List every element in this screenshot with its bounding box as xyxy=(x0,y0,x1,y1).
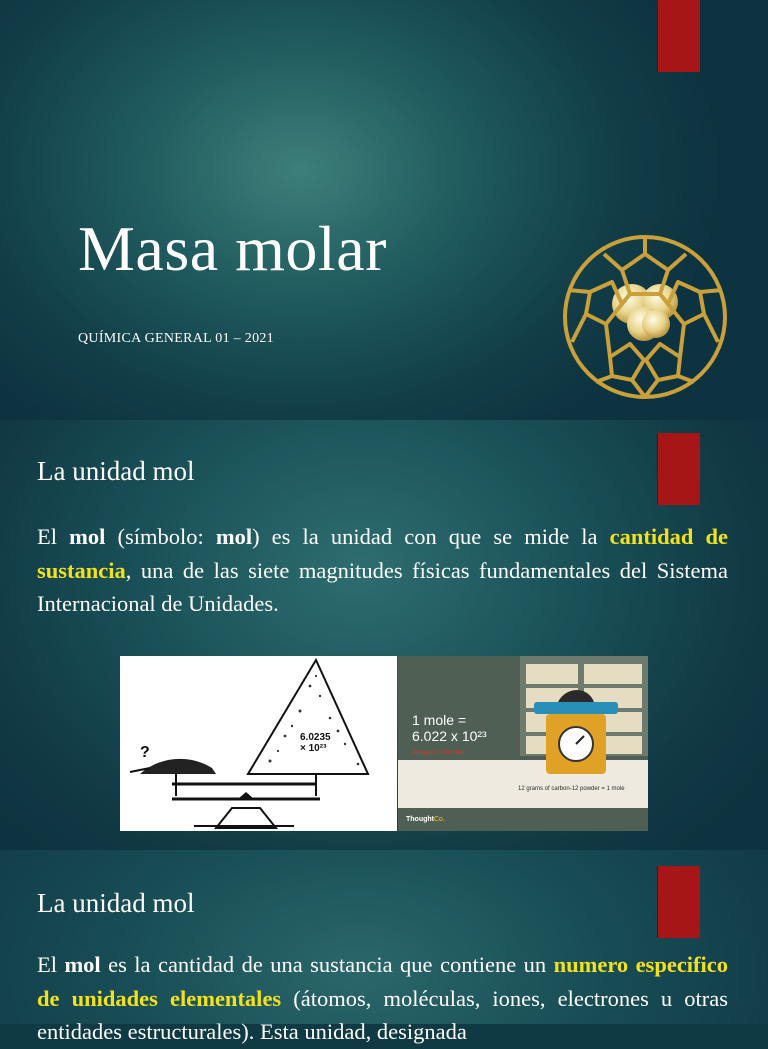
term-bold: mol xyxy=(64,952,101,977)
pile-number-value: 6.0235 xyxy=(300,732,331,743)
accent-bar xyxy=(657,866,700,938)
term-bold: mol xyxy=(215,524,253,549)
accent-bar xyxy=(657,0,700,72)
highlighted-term: cantidad de sustancia xyxy=(37,524,729,583)
text-fragment: (símbolo: xyxy=(117,524,204,549)
mole-equation-value: 6.022 x 10²³ xyxy=(412,728,487,744)
text-fragment: ) es la unidad con que se mide la xyxy=(252,524,598,549)
slide-title: Masa molar xyxy=(78,213,387,284)
avogadro-label: Avogadro's Number xyxy=(412,750,465,756)
figure-caption: 12 grams of carbon-12 powder = 1 mole xyxy=(518,786,625,792)
highlighted-term: numero especifico de unidades elementales xyxy=(37,952,729,1011)
slide-heading: La unidad mol xyxy=(37,456,195,486)
mole-equation xyxy=(412,712,487,744)
text-fragment: (átomos, moléculas, iones, electrones u otras entidades estructurales). Esta unidad, designada xyxy=(37,985,728,1044)
mole-equation-line: 1 mole = xyxy=(412,712,467,728)
avogadro-balance-illustration xyxy=(120,656,397,831)
title-slide xyxy=(0,0,768,420)
definition-paragraph xyxy=(37,948,728,1049)
accent-bar xyxy=(657,433,700,505)
pile-number-label xyxy=(300,732,331,754)
term-bold: mol xyxy=(69,524,106,549)
fullerene-molecule-image xyxy=(560,232,730,402)
definition-paragraph xyxy=(37,520,728,621)
content-slide-1 xyxy=(0,420,768,850)
text-fragment: El xyxy=(37,524,57,549)
text-fragment: es la cantidad de una sustancia que contiene un xyxy=(108,952,547,977)
pile-number-exponent: × 10²³ xyxy=(300,743,327,754)
slide-subtitle: QUÍMICA GENERAL 01 – 2021 xyxy=(78,331,274,346)
text-fragment: El xyxy=(37,952,57,977)
one-mole-infographic xyxy=(398,656,648,831)
text-fragment: , una de las siete magnitudes físicas fundamentales del Sistema Internacional de Unidades. xyxy=(37,557,728,616)
brand-name: Thought xyxy=(406,816,434,823)
content-slide-2 xyxy=(0,850,768,1044)
balance-drawing xyxy=(120,656,397,831)
brand-accent: Co. xyxy=(434,816,445,823)
question-mark: ? xyxy=(140,744,150,761)
slide-heading: La unidad mol xyxy=(37,888,195,918)
brand-logo xyxy=(406,816,445,823)
